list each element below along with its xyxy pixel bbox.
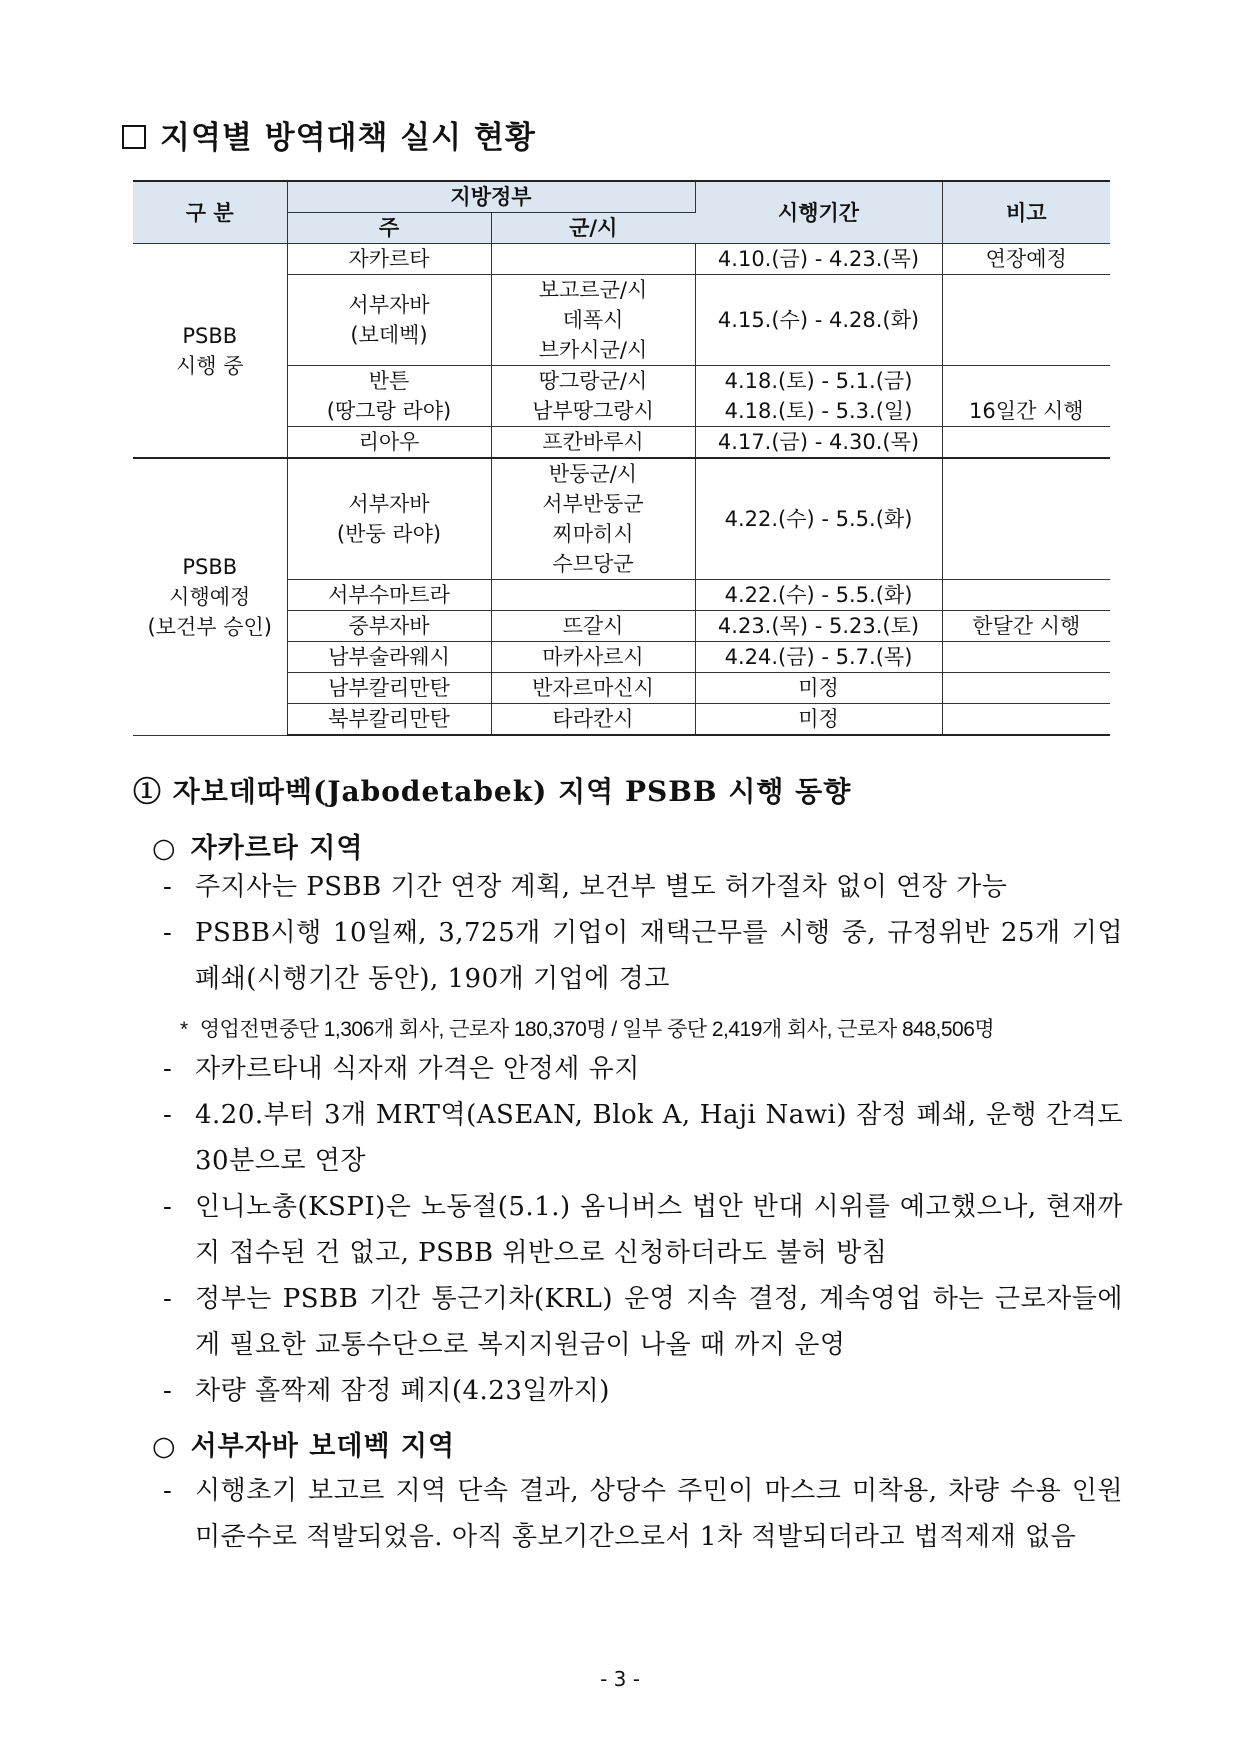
cell-remarks [942, 704, 1110, 736]
cell-city [491, 244, 695, 275]
cell-remarks: 한달간 시행 [942, 611, 1110, 642]
item-text: 4.20.부터 3개 MRT역(ASEAN, Blok A, Haji Nawi) 잠정 폐쇄, 운행 간격도 30분으로 연장 [195, 1100, 1123, 1176]
dash-bullet: - [163, 1192, 173, 1222]
item-text: 정부는 PSBB 기간 통근기차(KRL) 운영 지속 결정, 계속영업 하는 근로자들에게 필요한 교통수단으로 복지지원금이 나올 때 까지 운영 [195, 1284, 1123, 1360]
cell-city: 땅그랑군/시 남부땅그랑시 [491, 366, 695, 427]
cell-period: 4.18.(토) - 5.1.(금) 4.18.(토) - 5.3.(일) [695, 366, 942, 427]
cell-period: 4.24.(금) - 5.7.(목) [695, 642, 942, 673]
jakarta-item-6 [163, 1276, 1123, 1368]
cell-province: 북부칼리만탄 [287, 704, 491, 736]
cell-province: 서부수마트라 [287, 580, 491, 611]
page-number: - 3 - [600, 1667, 640, 1691]
cell-remarks [942, 580, 1110, 611]
cell-period: 4.22.(수) - 5.5.(화) [695, 458, 942, 580]
bodebek-heading [152, 1424, 455, 1463]
cell-city: 반자르마신시 [491, 673, 695, 704]
bodebek-heading-text: 서부자바 보데벡 지역 [190, 1431, 456, 1462]
cell-province: 리아우 [287, 427, 491, 459]
header-city: 군/시 [491, 213, 695, 244]
dash-bullet: - [163, 918, 173, 948]
cell-period: 4.23.(목) - 5.23.(토) [695, 611, 942, 642]
cell-remarks [942, 673, 1110, 704]
cell-remarks [942, 642, 1110, 673]
cell-city: 프칸바루시 [491, 427, 695, 459]
dash-bullet: - [163, 1476, 173, 1506]
jakarta-item-4 [163, 1092, 1123, 1184]
dash-bullet: - [163, 1284, 173, 1314]
header-province: 주 [287, 213, 491, 244]
section-heading-text: 지역별 방역대책 실시 현황 [160, 120, 536, 156]
group-label: PSBB 시행예정 (보건부 승인) [133, 458, 287, 735]
dash-bullet: - [163, 1054, 173, 1084]
jakarta-heading-text: 자카르타 지역 [190, 833, 364, 864]
cell-period: 미정 [695, 673, 942, 704]
jakarta-heading [152, 826, 363, 865]
cell-city: 타라칸시 [491, 704, 695, 736]
item-text: PSBB시행 10일째, 3,725개 기업이 재택근무를 시행 중, 규정위반 25개 기업 폐쇄(시행기간 동안), 190개 기업에 경고 [195, 918, 1123, 994]
bodebek-item-1 [163, 1468, 1123, 1560]
jakarta-item-7 [163, 1368, 1123, 1414]
header-local-gov: 지방정부 [287, 181, 695, 213]
circle-bullet-icon: ○ [152, 1431, 177, 1462]
jakarta-item-3 [163, 1046, 1123, 1092]
cell-province: 자카르타 [287, 244, 491, 275]
cell-city [491, 580, 695, 611]
cell-province: 남부칼리만탄 [287, 673, 491, 704]
item-text: 주지사는 PSBB 기간 연장 계획, 보건부 별도 허가절차 없이 연장 가능 [195, 872, 1008, 902]
item-text: 차량 홀짝제 잠정 폐지(4.23일까지) [195, 1376, 610, 1406]
cell-province: 중부자바 [287, 611, 491, 642]
jakarta-item-5 [163, 1184, 1123, 1276]
table-row [133, 458, 1110, 580]
cell-city: 보고르군/시 데폭시 브카시군/시 [491, 275, 695, 366]
cell-city: 마카사르시 [491, 642, 695, 673]
cell-city: 반둥군/시 서부반둥군 찌마히시 수므당군 [491, 458, 695, 580]
cell-province: 반튼 (땅그랑 라야) [287, 366, 491, 427]
jakarta-item-1 [163, 864, 1123, 910]
regional-measures-table [133, 180, 1110, 736]
footnote-text: 영업전면중단 1,306개 회사, 근로자 180,370명 / 일부 중단 2,419개 회사, 근로자 848,506명 [199, 1018, 995, 1041]
cell-city: 뜨갈시 [491, 611, 695, 642]
cell-province: 서부자바 (반둥 라야) [287, 458, 491, 580]
cell-period: 4.10.(금) - 4.23.(목) [695, 244, 942, 275]
cell-remarks [942, 427, 1110, 459]
jakarta-item-2 [163, 910, 1123, 1002]
cell-province: 서부자바 (보데벡) [287, 275, 491, 366]
checkbox-square-icon [122, 125, 146, 149]
cell-remarks: 연장예정 [942, 244, 1110, 275]
dash-bullet: - [163, 1100, 173, 1130]
dash-bullet: - [163, 1376, 173, 1406]
section1-title: ① 자보데따벡(Jabodetabek) 지역 PSBB 시행 동향 [133, 775, 852, 808]
cell-period: 4.22.(수) - 5.5.(화) [695, 580, 942, 611]
circle-bullet-icon: ○ [152, 833, 177, 864]
cell-remarks [942, 458, 1110, 580]
header-period: 시행기간 [695, 181, 942, 244]
cell-period: 미정 [695, 704, 942, 736]
header-remarks: 비고 [942, 181, 1110, 244]
cell-remarks [942, 275, 1110, 366]
group-label: PSBB 시행 중 [133, 244, 287, 459]
footnote-star: * [180, 1018, 188, 1041]
cell-province: 남부술라웨시 [287, 642, 491, 673]
table-row [133, 244, 1110, 275]
dash-bullet: - [163, 872, 173, 902]
header-category: 구 분 [133, 181, 287, 244]
cell-period: 4.15.(수) - 4.28.(화) [695, 275, 942, 366]
cell-remarks: 16일간 시행 [942, 366, 1110, 427]
footnote [180, 1013, 994, 1043]
item-text: 인니노총(KSPI)은 노동절(5.1.) 옴니버스 법안 반대 시위를 예고했으나, 현재까지 접수된 건 없고, PSBB 위반으로 신청하더라도 불허 방침 [195, 1192, 1123, 1268]
cell-period: 4.17.(금) - 4.30.(목) [695, 427, 942, 459]
item-text: 시행초기 보고르 지역 단속 결과, 상당수 주민이 마스크 미착용, 차량 수용 인원 미준수로 적발되었음. 아직 홍보기간으로서 1차 적발되더라고 법적제재 없음 [195, 1476, 1123, 1552]
section-heading [122, 112, 536, 157]
item-text: 자카르타내 식자재 가격은 안정세 유지 [195, 1054, 640, 1084]
